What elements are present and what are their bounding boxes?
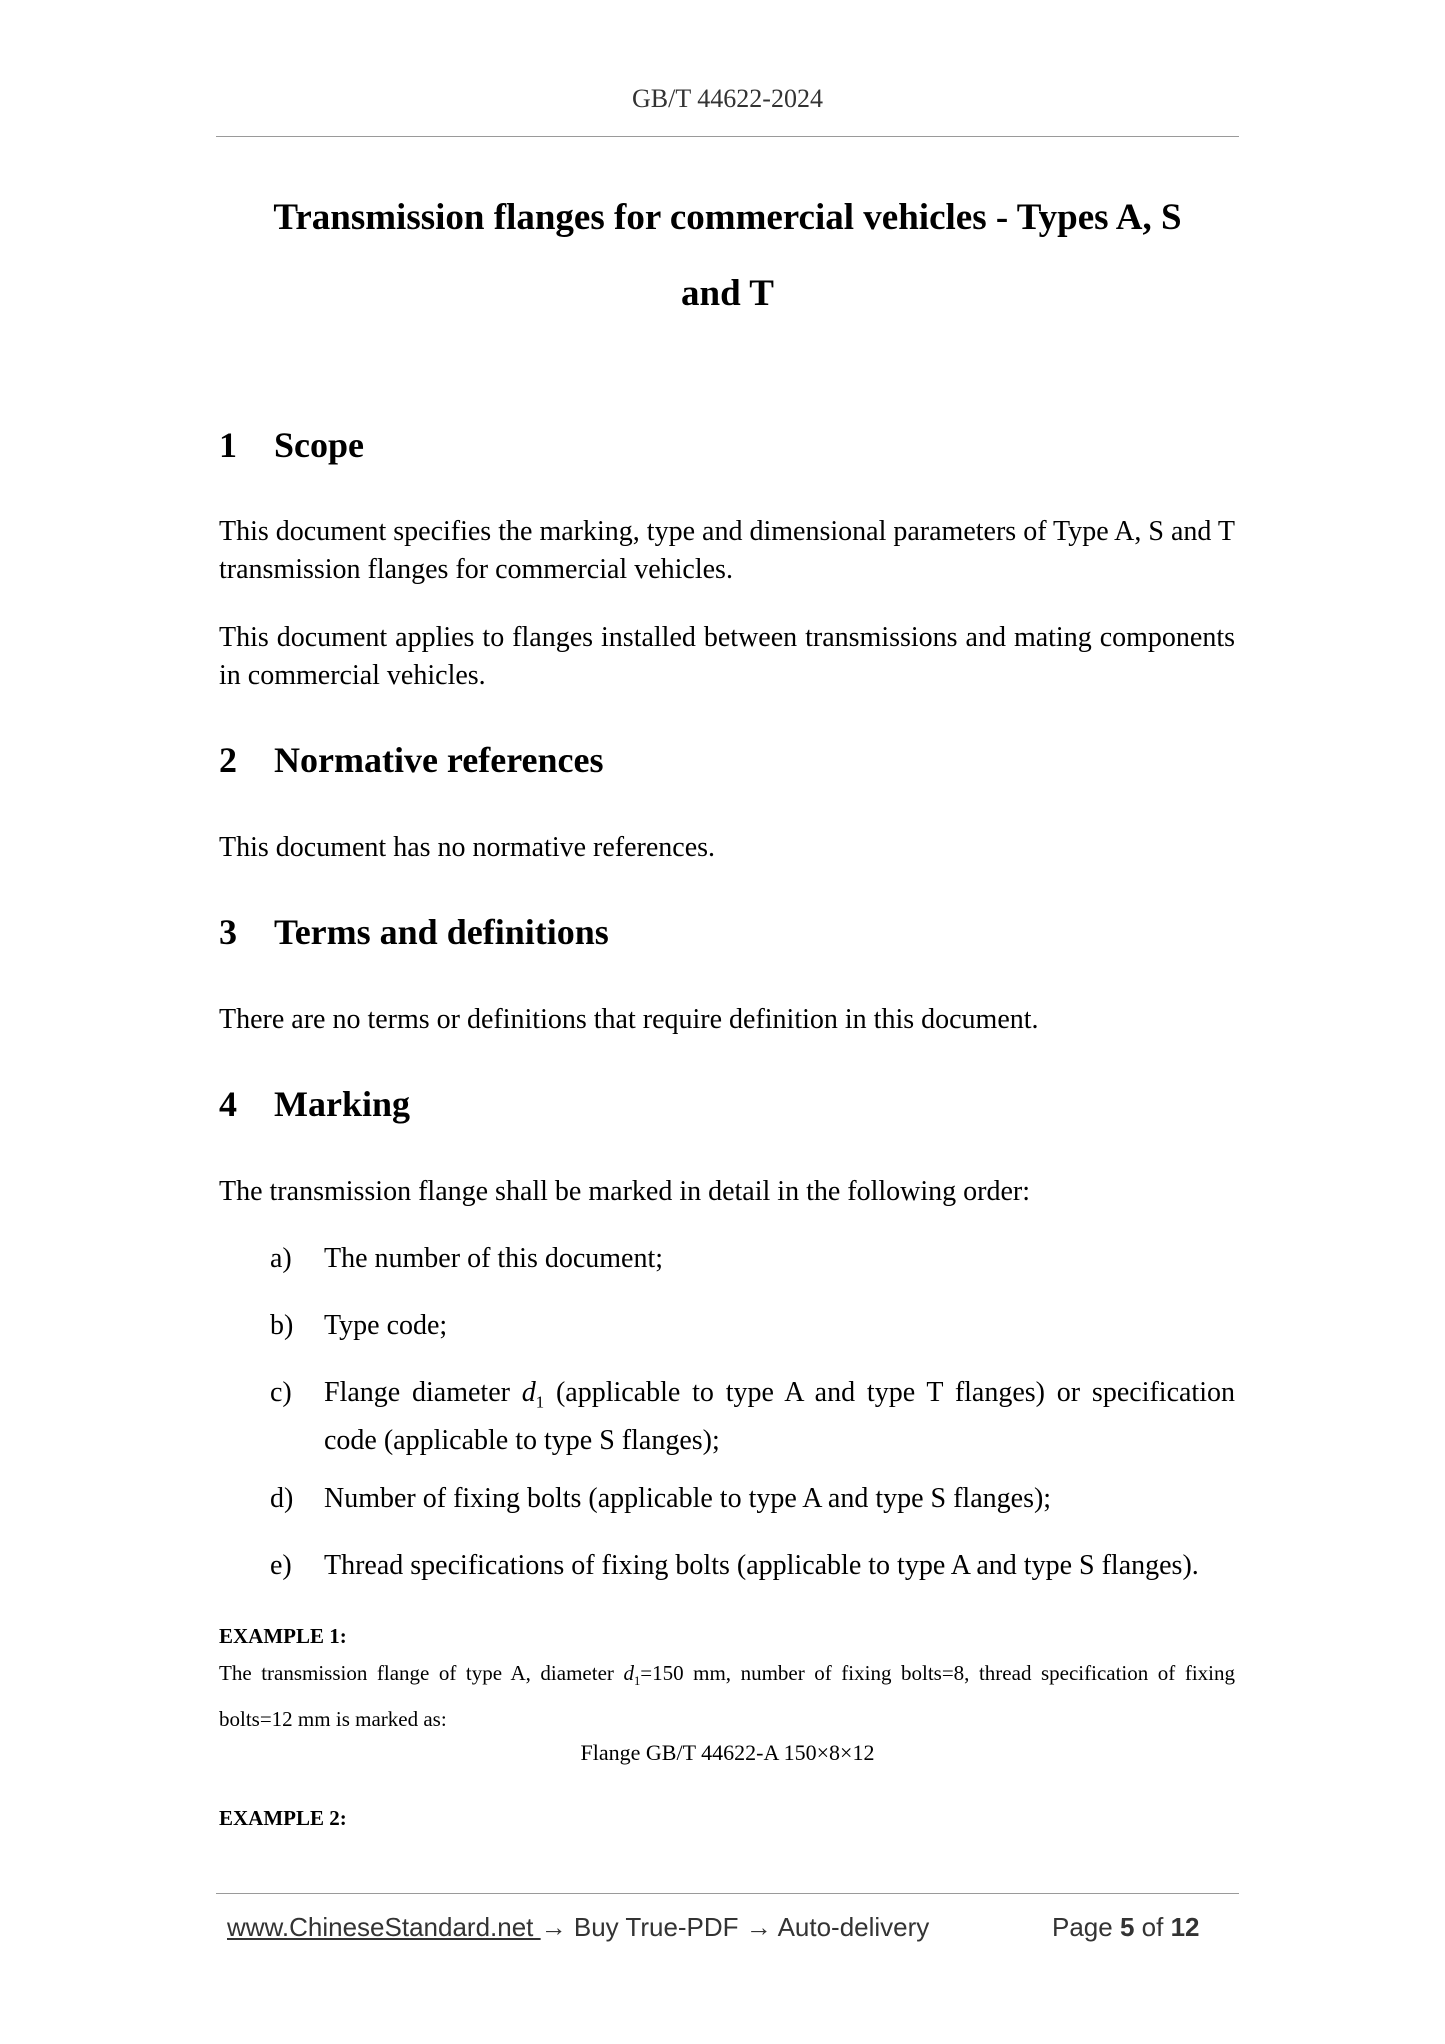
document-title-line-2: and T — [681, 273, 774, 314]
website-link[interactable]: www.ChineseStandard.net — [227, 1912, 541, 1942]
example-text-start: The transmission flange of type A, diameter — [219, 1661, 624, 1685]
header-rule — [216, 136, 1239, 137]
list-item: The number of this document; — [324, 1243, 664, 1274]
example-text-end: =150 mm, number of fixing bolts=8, thread specification of fixing bolts=12 mm is marked as: — [219, 1661, 1235, 1732]
list-item-text-end: (applicable to type A and type T flanges) or specification code (applicable to type S flanges); — [324, 1377, 1235, 1456]
example-2-label: EXAMPLE 2: — [219, 1806, 347, 1830]
section-number: 1 — [219, 425, 237, 465]
list-item: Type code; — [324, 1310, 448, 1341]
variable-d: d — [623, 1661, 634, 1685]
arrow-right-icon: → — [745, 1912, 772, 1942]
terms-paragraph: There are no terms or definitions that require definition in this document. — [219, 1004, 1039, 1035]
footer-rule — [216, 1893, 1239, 1894]
marking-intro: The transmission flange shall be marked in detail in the following order: — [219, 1176, 1031, 1207]
subscript: 1 — [633, 1674, 641, 1689]
scope-paragraph-1: This document specifies the marking, type and dimensional parameters of Type A, S and T transmission flanges for commercial vehicles. — [219, 516, 1235, 585]
running-header: GB/T 44622-2024 — [632, 84, 823, 113]
list-item: Number of fixing bolts (applicable to type A and type S flanges); — [324, 1483, 1052, 1514]
delivery-text: Auto-delivery — [771, 1912, 930, 1942]
section-title: Terms and definitions — [274, 912, 609, 952]
arrow-right-icon: → — [540, 1912, 567, 1942]
section-4-heading — [219, 1083, 410, 1125]
list-item-marker: d) — [270, 1483, 294, 1514]
list-item-marker: c) — [270, 1377, 292, 1408]
list-item: Thread specifications of fixing bolts (applicable to type A and type S flanges). — [324, 1550, 1199, 1581]
list-item-marker: a) — [270, 1243, 292, 1274]
buy-text: Buy True-PDF — [566, 1912, 746, 1942]
page-current: 5 — [1119, 1912, 1135, 1942]
section-2-heading — [219, 739, 604, 781]
subscript: 1 — [535, 1392, 545, 1412]
scope-paragraph-2: This document applies to flanges installed between transmissions and mating components in commercial vehicles. — [219, 622, 1235, 691]
page-word: Page — [1052, 1912, 1113, 1942]
section-title: Marking — [274, 1084, 411, 1124]
page-indicator — [1052, 1912, 1200, 1943]
of-word: of — [1141, 1912, 1164, 1942]
variable-d: d — [521, 1377, 536, 1408]
list-item-text-start: Flange diameter — [324, 1377, 522, 1408]
section-title: Normative references — [274, 740, 604, 780]
example-1-marking: Flange GB/T 44622-A 150×8×12 — [580, 1740, 875, 1765]
page-total: 12 — [1170, 1912, 1200, 1942]
example-1-text — [219, 1654, 1235, 1738]
footer-promo — [227, 1912, 929, 1943]
example-1-label: EXAMPLE 1: — [219, 1624, 347, 1648]
section-number: 4 — [219, 1084, 237, 1124]
normative-references-paragraph: This document has no normative references. — [219, 832, 716, 863]
document-title-line-1: Transmission flanges for commercial vehicles - Types A, S — [273, 197, 1182, 238]
section-1-heading — [219, 424, 364, 466]
section-number: 3 — [219, 912, 237, 952]
section-3-heading — [219, 911, 609, 953]
list-item — [324, 1374, 1235, 1460]
list-item-marker: b) — [270, 1310, 294, 1341]
section-number: 2 — [219, 740, 237, 780]
section-title: Scope — [274, 425, 364, 465]
list-item-marker: e) — [270, 1550, 292, 1581]
